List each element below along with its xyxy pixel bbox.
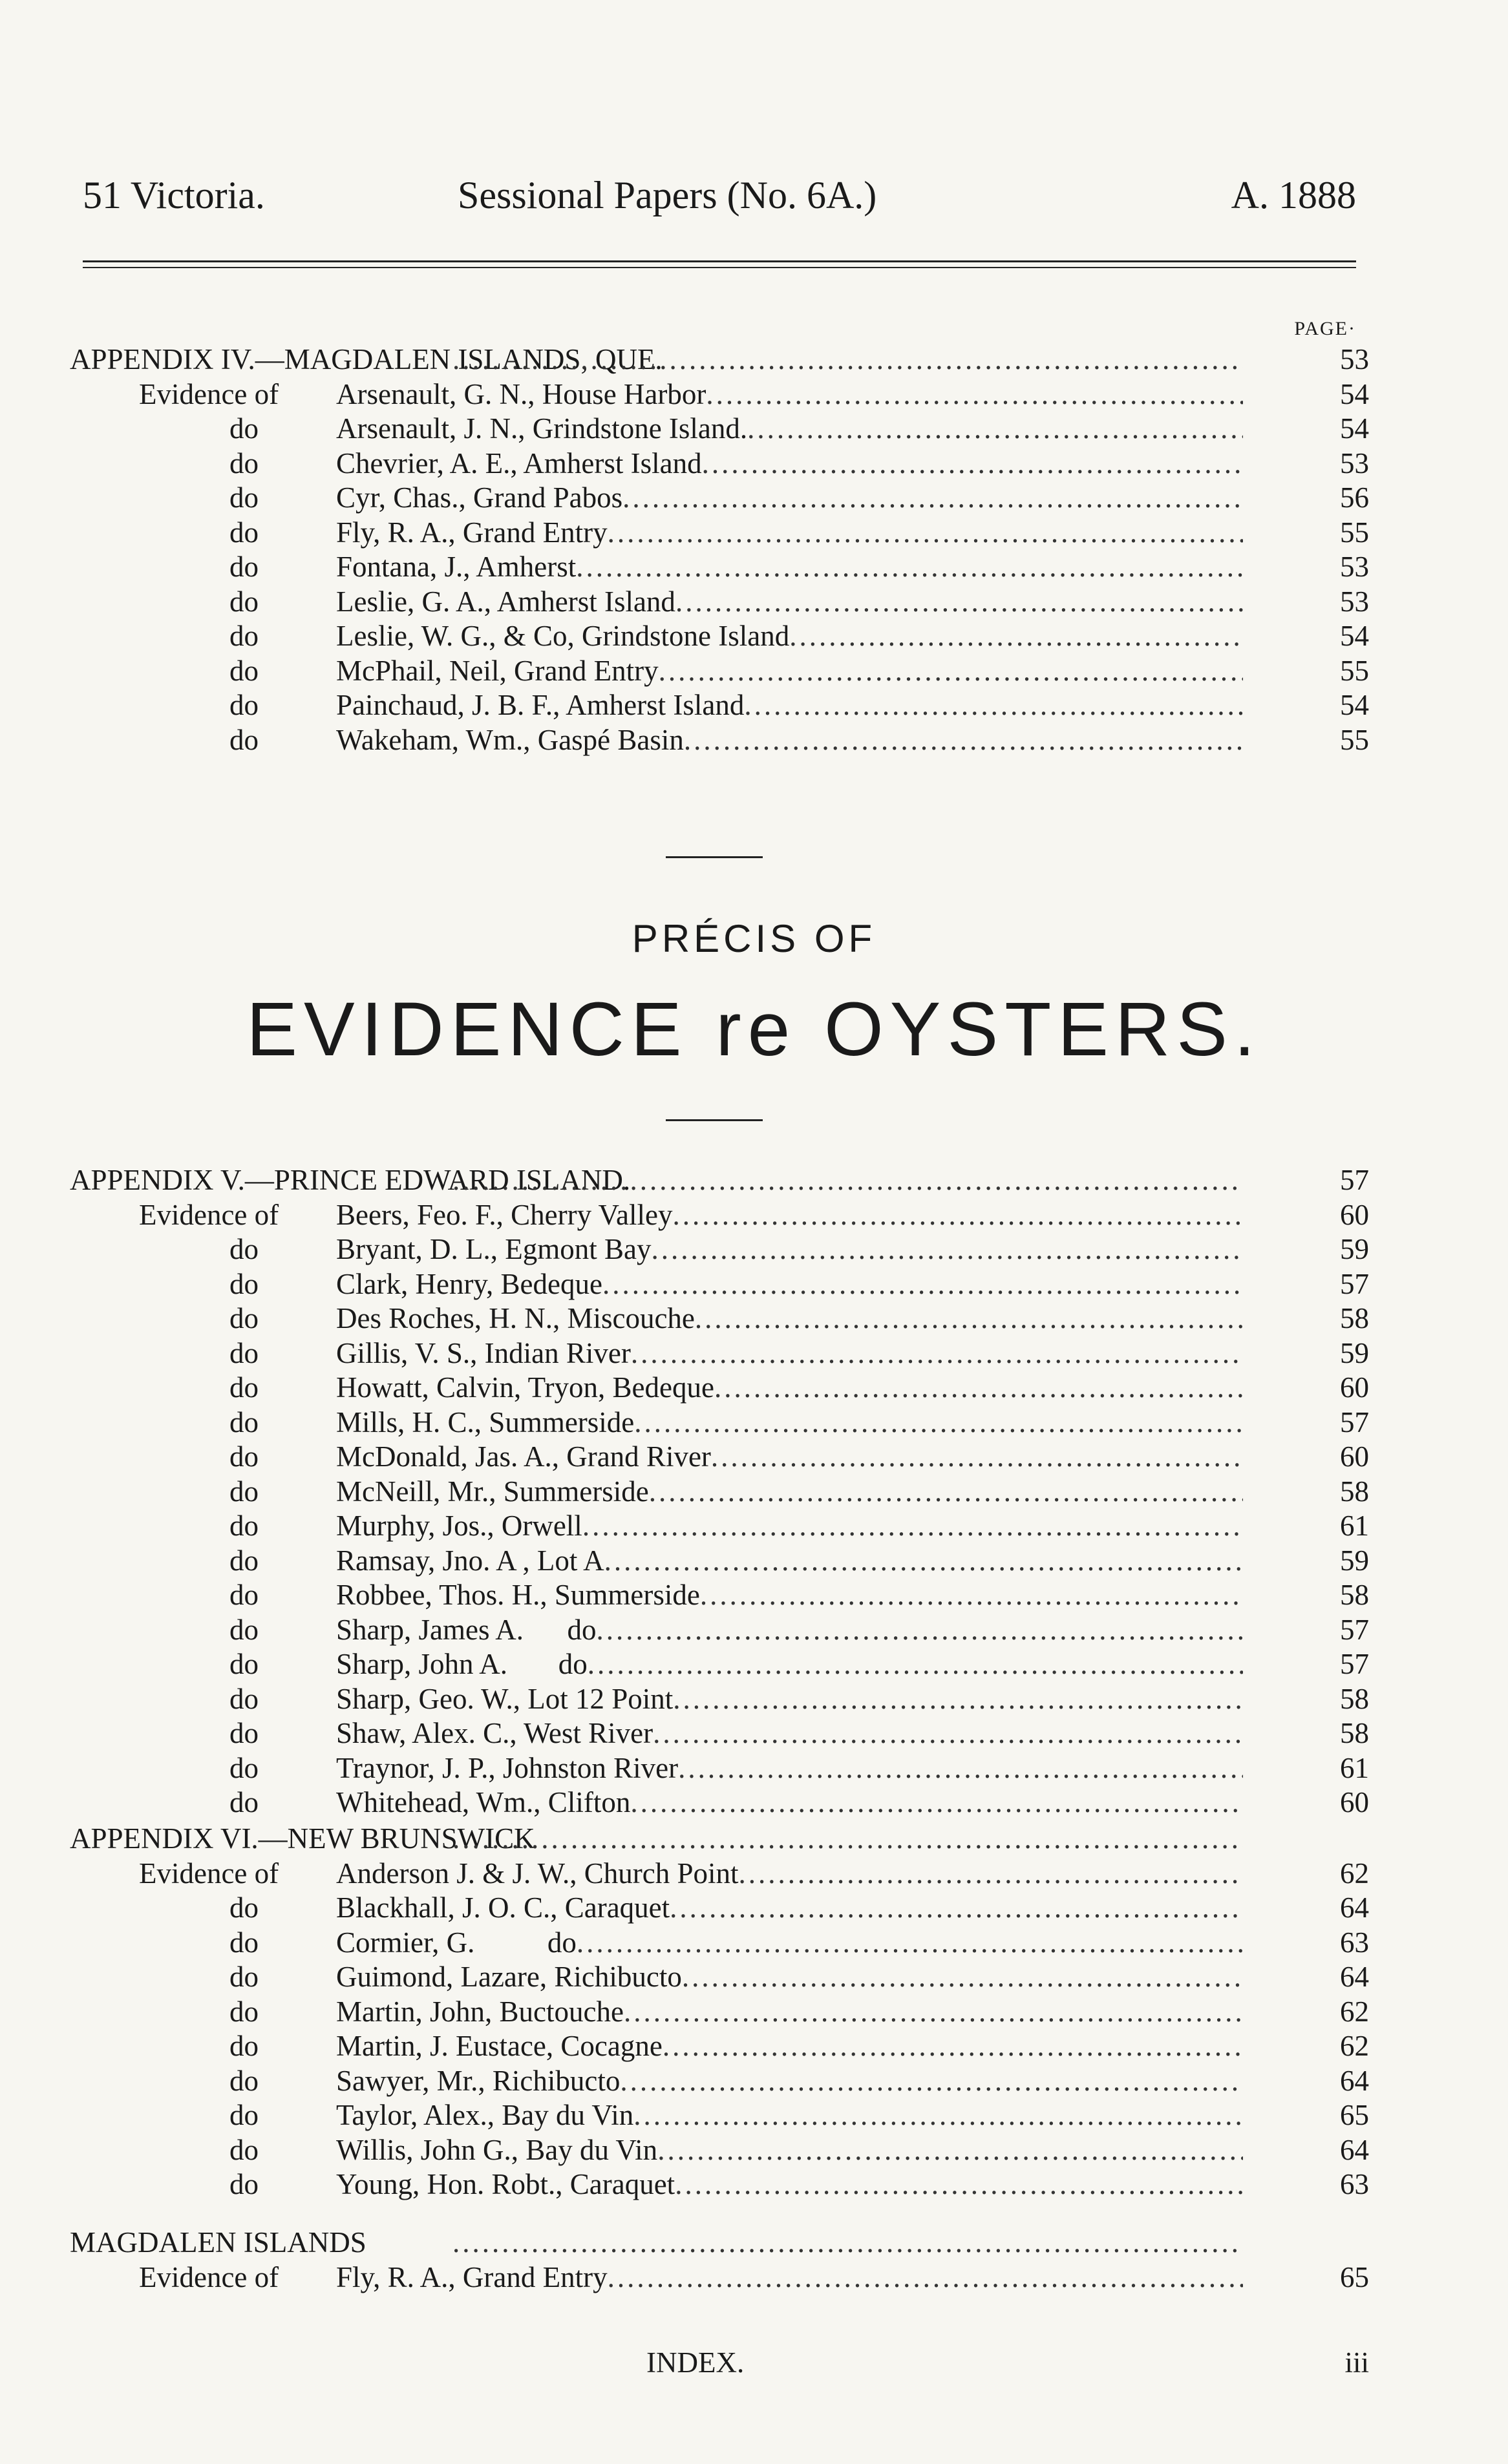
entry-page: 57 bbox=[1340, 1406, 1369, 1438]
entry-page: 53 bbox=[1340, 585, 1369, 618]
entry-name: Mills, H. C., Summerside bbox=[336, 1406, 635, 1438]
entry-text bbox=[336, 1198, 1243, 1233]
dot-leader bbox=[622, 481, 1243, 516]
entry-prefix: do bbox=[229, 2064, 259, 2097]
entry-text bbox=[336, 723, 1243, 758]
dot-leader bbox=[659, 654, 1243, 689]
dot-leader bbox=[657, 2133, 1243, 2168]
entry-page: 55 bbox=[1340, 654, 1369, 687]
toc-entry-row bbox=[0, 688, 1508, 723]
entry-text bbox=[336, 1440, 1243, 1475]
entry-text bbox=[336, 1995, 1243, 2030]
entry-page: 54 bbox=[1340, 689, 1369, 721]
toc-entry-row bbox=[0, 1785, 1508, 1820]
header-year: A. 1888 bbox=[1231, 174, 1356, 216]
running-header bbox=[83, 173, 1356, 225]
entry-page: 61 bbox=[1340, 1751, 1369, 1784]
entry-name: McDonald, Jas. A., Grand River bbox=[336, 1440, 711, 1473]
entry-name: Sharp, John A. do bbox=[336, 1648, 588, 1680]
toc-entry-row bbox=[0, 1857, 1508, 1891]
entry-name: Chevrier, A. E., Amherst Island bbox=[336, 447, 702, 479]
entry-prefix: do bbox=[229, 689, 259, 721]
entry-page: 59 bbox=[1340, 1336, 1369, 1369]
entry-text bbox=[336, 1926, 1243, 1961]
dot-leader bbox=[673, 1682, 1243, 1717]
entry-text bbox=[336, 447, 1243, 481]
toc-entry-row bbox=[0, 1406, 1508, 1440]
entry-name: Wakeham, Wm., Gaspé Basin bbox=[336, 723, 684, 756]
entry-prefix: do bbox=[229, 1579, 259, 1611]
evidence-title: EVIDENCE re OYSTERS. bbox=[246, 987, 1262, 1072]
entry-prefix: do bbox=[229, 1961, 259, 1993]
entry-name: Cormier, G. do bbox=[336, 1926, 577, 1959]
dot-leader bbox=[452, 342, 1243, 377]
toc-entry-row bbox=[0, 1301, 1508, 1336]
header-session: 51 Victoria. bbox=[83, 174, 265, 216]
appendix-iv-section bbox=[0, 342, 1508, 757]
entry-text bbox=[336, 1509, 1243, 1544]
appendix-vi-section bbox=[0, 1822, 1508, 2202]
toc-entry-row bbox=[0, 654, 1508, 689]
dot-leader-wrap bbox=[452, 1822, 1243, 1857]
entry-text bbox=[336, 2260, 1243, 2295]
toc-entry-row bbox=[0, 1891, 1508, 1926]
entry-prefix: do bbox=[229, 1751, 259, 1784]
entry-prefix: do bbox=[229, 2030, 259, 2062]
entry-name: Des Roches, H. N., Miscouche bbox=[336, 1302, 695, 1334]
toc-entry-row bbox=[0, 1647, 1508, 1682]
dot-leader bbox=[649, 1475, 1243, 1510]
entry-prefix: do bbox=[229, 2168, 259, 2200]
entry-page: 63 bbox=[1340, 2168, 1369, 2200]
dot-leader bbox=[711, 1440, 1243, 1475]
dot-leader bbox=[684, 723, 1243, 758]
header-rule-thin bbox=[83, 267, 1356, 268]
dot-leader bbox=[739, 1857, 1243, 1891]
entry-text bbox=[336, 412, 1243, 447]
entry-name: McPhail, Neil, Grand Entry bbox=[336, 654, 659, 687]
toc-entry-row bbox=[0, 447, 1508, 481]
toc-entry-row bbox=[0, 723, 1508, 758]
toc-entry-row bbox=[0, 1371, 1508, 1406]
entry-text bbox=[336, 481, 1243, 516]
appendix-title: MAGDALEN ISLANDS bbox=[70, 2226, 366, 2259]
dot-leader bbox=[602, 1267, 1243, 1302]
entry-prefix: do bbox=[229, 1717, 259, 1749]
toc-entry-row bbox=[0, 2064, 1508, 2099]
dot-leader bbox=[624, 1995, 1243, 2030]
page-column-label: PAGE· bbox=[1294, 318, 1356, 339]
header-rule-thick bbox=[83, 260, 1356, 262]
entry-page: 60 bbox=[1340, 1786, 1369, 1818]
dot-leader bbox=[577, 1926, 1243, 1961]
entry-name: Ramsay, Jno. A , Lot A bbox=[336, 1544, 604, 1577]
dot-leader-wrap bbox=[452, 342, 1243, 377]
entry-page: 60 bbox=[1340, 1371, 1369, 1404]
entry-prefix: Evidence of bbox=[139, 2260, 279, 2293]
dot-leader bbox=[714, 1371, 1243, 1406]
entry-prefix: do bbox=[229, 1233, 259, 1265]
entry-prefix: do bbox=[229, 1475, 259, 1508]
entry-text bbox=[336, 654, 1243, 689]
entry-prefix: do bbox=[229, 1510, 259, 1542]
entry-text bbox=[336, 2133, 1243, 2168]
entry-page: 55 bbox=[1340, 723, 1369, 756]
toc-entry-row bbox=[0, 1198, 1508, 1233]
toc-entry-row bbox=[0, 377, 1508, 412]
toc-entry-row bbox=[0, 1926, 1508, 1961]
entry-name: Murphy, Jos., Orwell bbox=[336, 1510, 582, 1542]
entry-text bbox=[336, 1857, 1243, 1891]
toc-entry-row bbox=[0, 1613, 1508, 1648]
entry-page: 56 bbox=[1340, 481, 1369, 514]
entry-page: 64 bbox=[1340, 1891, 1369, 1924]
dot-leader bbox=[452, 1822, 1243, 1857]
entry-text bbox=[336, 688, 1243, 723]
entry-page: 63 bbox=[1340, 1926, 1369, 1959]
entry-page: 62 bbox=[1340, 1995, 1369, 2028]
dot-leader bbox=[651, 1232, 1243, 1267]
entry-prefix: do bbox=[229, 516, 259, 549]
entry-name: Willis, John G., Bay du Vin bbox=[336, 2133, 658, 2166]
entry-name: Painchaud, J. B. F., Amherst Island bbox=[336, 689, 745, 721]
dot-leader bbox=[670, 1891, 1243, 1926]
dot-leader bbox=[588, 1647, 1243, 1682]
entry-text bbox=[336, 1785, 1243, 1820]
entry-page: 58 bbox=[1340, 1302, 1369, 1334]
entry-prefix: do bbox=[229, 1406, 259, 1438]
entry-page: 65 bbox=[1340, 2260, 1369, 2293]
entry-page: 59 bbox=[1340, 1233, 1369, 1265]
entry-text bbox=[336, 1682, 1243, 1717]
entry-page: 53 bbox=[1340, 551, 1369, 583]
toc-entry-row bbox=[0, 1440, 1508, 1475]
entry-page: 60 bbox=[1340, 1198, 1369, 1231]
toc-entry-row bbox=[0, 1960, 1508, 1995]
entry-name: Sharp, Geo. W., Lot 12 Point bbox=[336, 1682, 674, 1715]
appendix-heading-row bbox=[0, 1822, 1508, 1857]
dot-leader bbox=[663, 2029, 1243, 2064]
entry-prefix: do bbox=[229, 1267, 259, 1300]
toc-entry-row bbox=[0, 1995, 1508, 2030]
entry-prefix: do bbox=[229, 1613, 259, 1646]
entry-text bbox=[336, 1716, 1243, 1751]
entry-prefix: do bbox=[229, 2099, 259, 2131]
entry-text bbox=[336, 516, 1243, 551]
toc-entry-row bbox=[0, 1509, 1508, 1544]
dot-leader bbox=[789, 619, 1243, 654]
entry-name: Shaw, Alex. C., West River bbox=[336, 1717, 653, 1749]
toc-entry-row bbox=[0, 2098, 1508, 2133]
entry-prefix: do bbox=[229, 620, 259, 652]
entry-page: 58 bbox=[1340, 1717, 1369, 1749]
dot-leader bbox=[604, 1544, 1243, 1579]
entry-prefix: do bbox=[229, 1682, 259, 1715]
entry-prefix: do bbox=[229, 1786, 259, 1818]
entry-text bbox=[336, 2029, 1243, 2064]
entry-name: Leslie, G. A., Amherst Island bbox=[336, 585, 675, 618]
toc-entry-row bbox=[0, 2167, 1508, 2202]
entry-text bbox=[336, 1301, 1243, 1336]
dot-leader bbox=[452, 2226, 1243, 2260]
entry-prefix: do bbox=[229, 2133, 259, 2166]
entry-prefix: Evidence of bbox=[139, 1857, 279, 1890]
entry-page: 65 bbox=[1340, 2099, 1369, 2131]
appendix-title: APPENDIX VI.—NEW BRUNSWICK bbox=[70, 1822, 535, 1855]
entry-prefix: do bbox=[229, 723, 259, 756]
entry-name: Howatt, Calvin, Tryon, Bedeque bbox=[336, 1371, 714, 1404]
appendix-heading-row bbox=[0, 1163, 1508, 1198]
appendix-page: 57 bbox=[1340, 1164, 1369, 1196]
entry-page: 64 bbox=[1340, 2133, 1369, 2166]
footer-index-page: iii bbox=[1344, 2346, 1369, 2379]
entry-prefix: do bbox=[229, 1544, 259, 1577]
dot-leader bbox=[631, 1336, 1243, 1371]
dot-leader bbox=[633, 2098, 1243, 2133]
appendix-heading-row bbox=[0, 342, 1508, 377]
entry-text bbox=[336, 1960, 1243, 1995]
entry-page: 58 bbox=[1340, 1579, 1369, 1611]
dot-leader bbox=[608, 516, 1243, 551]
separator-rule bbox=[666, 1119, 763, 1121]
entry-prefix: do bbox=[229, 481, 259, 514]
toc-entry-row bbox=[0, 412, 1508, 447]
appendix-title: APPENDIX IV.—MAGDALEN ISLANDS, QUE. bbox=[70, 343, 663, 375]
dot-leader bbox=[596, 1613, 1243, 1648]
entry-prefix: do bbox=[229, 412, 259, 445]
entry-prefix: do bbox=[229, 585, 259, 618]
dot-leader bbox=[706, 377, 1243, 412]
entry-prefix: do bbox=[229, 1891, 259, 1924]
entry-name: McNeill, Mr., Summerside bbox=[336, 1475, 649, 1508]
entry-page: 60 bbox=[1340, 1440, 1369, 1473]
entry-text bbox=[336, 2167, 1243, 2202]
entry-name: Beers, Feo. F., Cherry Valley bbox=[336, 1198, 673, 1231]
separator-rule bbox=[666, 856, 763, 858]
entry-prefix: do bbox=[229, 654, 259, 687]
entry-prefix: do bbox=[229, 1648, 259, 1680]
entry-name: Guimond, Lazare, Richibucto bbox=[336, 1961, 682, 1993]
entry-name: Blackhall, J. O. C., Caraquet bbox=[336, 1891, 670, 1924]
entry-page: 58 bbox=[1340, 1682, 1369, 1715]
entry-name: Martin, John, Buctouche bbox=[336, 1995, 624, 2028]
toc-entry-row bbox=[0, 1716, 1508, 1751]
entry-page: 57 bbox=[1340, 1648, 1369, 1680]
toc-entry-row bbox=[0, 1682, 1508, 1717]
appendix-title: APPENDIX V.—PRINCE EDWARD ISLAND. bbox=[70, 1164, 631, 1196]
magdalen-islands-section bbox=[0, 2226, 1508, 2295]
toc-entry-row bbox=[0, 481, 1508, 516]
dot-leader bbox=[576, 550, 1243, 585]
entry-name: Cyr, Chas., Grand Pabos bbox=[336, 481, 623, 514]
toc-entry-row bbox=[0, 1336, 1508, 1371]
entry-text bbox=[336, 2098, 1243, 2133]
toc-entry-row bbox=[0, 585, 1508, 620]
entry-text bbox=[336, 1891, 1243, 1926]
dot-leader bbox=[452, 1163, 1243, 1198]
toc-entry-row bbox=[0, 2133, 1508, 2168]
entry-name: Taylor, Alex., Bay du Vin bbox=[336, 2099, 634, 2131]
entry-page: 59 bbox=[1340, 1544, 1369, 1577]
entry-page: 54 bbox=[1340, 412, 1369, 445]
toc-entry-row bbox=[0, 2029, 1508, 2064]
entry-prefix: do bbox=[229, 1302, 259, 1334]
entry-name: Sharp, James A. do bbox=[336, 1613, 597, 1646]
entry-page: 54 bbox=[1340, 620, 1369, 652]
entry-page: 57 bbox=[1340, 1267, 1369, 1300]
dot-leader bbox=[675, 585, 1243, 620]
entry-name: Arsenault, J. N., Grindstone Island. bbox=[336, 412, 748, 445]
dot-leader bbox=[702, 447, 1243, 481]
dot-leader bbox=[673, 1198, 1244, 1233]
entry-name: Fly, R. A., Grand Entry bbox=[336, 2260, 608, 2293]
toc-entry-row bbox=[0, 1267, 1508, 1302]
appendix-v-section bbox=[0, 1163, 1508, 1820]
entry-page: 54 bbox=[1340, 377, 1369, 410]
entry-name: Arsenault, G. N., House Harbor bbox=[336, 377, 706, 410]
entry-text bbox=[336, 1475, 1243, 1510]
dot-leader bbox=[620, 2064, 1243, 2099]
precis-heading: PRÉCIS OF bbox=[632, 917, 876, 960]
toc-entry-row bbox=[0, 2260, 1508, 2295]
dot-leader bbox=[700, 1578, 1243, 1613]
entry-name: Clark, Henry, Bedeque bbox=[336, 1267, 602, 1300]
entry-text bbox=[336, 2064, 1243, 2099]
entry-text bbox=[336, 1751, 1243, 1786]
dot-leader-wrap bbox=[452, 1163, 1243, 1198]
entry-name: Leslie, W. G., & Co, Grindstone Island bbox=[336, 620, 790, 652]
toc-entry-row bbox=[0, 550, 1508, 585]
entry-text bbox=[336, 1613, 1243, 1648]
entry-name: Traynor, J. P., Johnston River bbox=[336, 1751, 679, 1784]
header-title: Sessional Papers (No. 6A.) bbox=[458, 174, 877, 216]
entry-text bbox=[336, 377, 1243, 412]
entry-text bbox=[336, 1267, 1243, 1302]
dot-leader bbox=[634, 1406, 1243, 1440]
entry-name: Anderson J. & J. W., Church Point bbox=[336, 1857, 739, 1890]
entry-page: 53 bbox=[1340, 447, 1369, 479]
entry-name: Robbee, Thos. H., Summerside bbox=[336, 1579, 700, 1611]
entry-page: 58 bbox=[1340, 1475, 1369, 1508]
toc-entry-row bbox=[0, 1544, 1508, 1579]
entry-text bbox=[336, 585, 1243, 620]
appendix-page: 53 bbox=[1340, 343, 1369, 375]
entry-text bbox=[336, 1232, 1243, 1267]
dot-leader bbox=[608, 2260, 1243, 2295]
toc-entry-row bbox=[0, 1232, 1508, 1267]
dot-leader bbox=[695, 1301, 1243, 1336]
entry-page: 61 bbox=[1340, 1510, 1369, 1542]
entry-text bbox=[336, 1647, 1243, 1682]
entry-prefix: Evidence of bbox=[139, 377, 279, 410]
entry-page: 64 bbox=[1340, 1961, 1369, 1993]
entry-text bbox=[336, 1578, 1243, 1613]
entry-name: Gillis, V. S., Indian River bbox=[336, 1336, 631, 1369]
entry-name: Sawyer, Mr., Richibucto bbox=[336, 2064, 621, 2097]
entry-text bbox=[336, 1544, 1243, 1579]
entry-name: Young, Hon. Robt., Caraquet bbox=[336, 2168, 675, 2200]
entry-prefix: do bbox=[229, 1926, 259, 1959]
entry-prefix: Evidence of bbox=[139, 1198, 279, 1231]
entry-name: Whitehead, Wm., Clifton bbox=[336, 1786, 631, 1818]
dot-leader bbox=[747, 412, 1243, 447]
entry-name: Bryant, D. L., Egmont Bay bbox=[336, 1233, 652, 1265]
entry-text bbox=[336, 1336, 1243, 1371]
entry-prefix: do bbox=[229, 447, 259, 479]
entry-prefix: do bbox=[229, 1336, 259, 1369]
dot-leader bbox=[630, 1785, 1243, 1820]
entry-page: 62 bbox=[1340, 1857, 1369, 1890]
entry-prefix: do bbox=[229, 551, 259, 583]
dot-leader bbox=[678, 1751, 1243, 1786]
dot-leader bbox=[582, 1509, 1243, 1544]
toc-entry-row bbox=[0, 1578, 1508, 1613]
dot-leader bbox=[653, 1716, 1243, 1751]
dot-leader bbox=[682, 1960, 1243, 1995]
dot-leader-wrap bbox=[452, 2226, 1243, 2260]
entry-text bbox=[336, 1406, 1243, 1440]
entry-page: 62 bbox=[1340, 2030, 1369, 2062]
toc-entry-row bbox=[0, 1751, 1508, 1786]
dot-leader bbox=[744, 688, 1243, 723]
entry-name: Fly, R. A., Grand Entry bbox=[336, 516, 608, 549]
entry-text bbox=[336, 619, 1243, 654]
footer-index-label: INDEX. bbox=[646, 2346, 745, 2379]
toc-entry-row bbox=[0, 1475, 1508, 1510]
entry-prefix: do bbox=[229, 1371, 259, 1404]
toc-entry-row bbox=[0, 516, 1508, 551]
entry-name: Martin, J. Eustace, Cocagne bbox=[336, 2030, 663, 2062]
entry-prefix: do bbox=[229, 1440, 259, 1473]
entry-page: 55 bbox=[1340, 516, 1369, 549]
dot-leader bbox=[675, 2167, 1243, 2202]
toc-entry-row bbox=[0, 619, 1508, 654]
entry-text bbox=[336, 550, 1243, 585]
appendix-heading-row bbox=[0, 2226, 1508, 2260]
entry-page: 64 bbox=[1340, 2064, 1369, 2097]
entry-text bbox=[336, 1371, 1243, 1406]
entry-name: Fontana, J., Amherst bbox=[336, 551, 577, 583]
entry-page: 57 bbox=[1340, 1613, 1369, 1646]
entry-prefix: do bbox=[229, 1995, 259, 2028]
